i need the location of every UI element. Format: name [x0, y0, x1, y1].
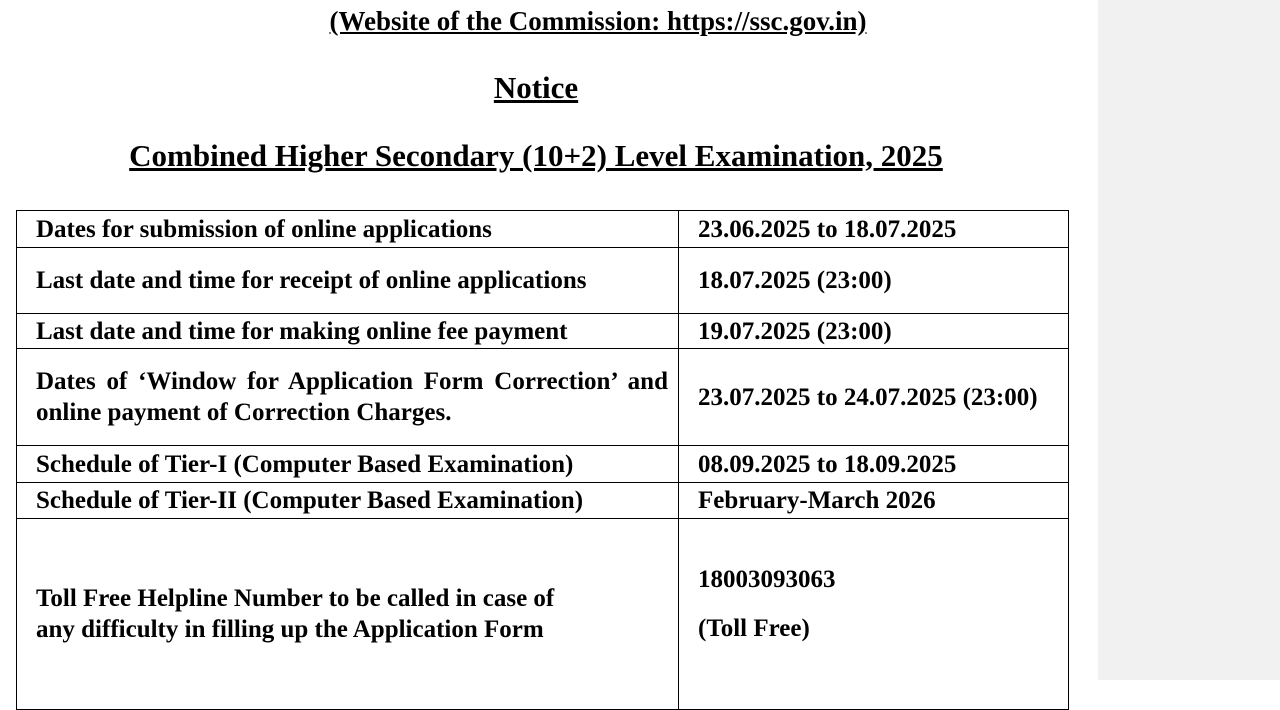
row-label: Schedule of Tier-II (Computer Based Examination)	[17, 483, 679, 519]
row-value: 23.07.2025 to 24.07.2025 (23:00)	[679, 349, 1069, 446]
helpline-label	[17, 519, 679, 710]
helpline-note: (Toll Free)	[698, 615, 810, 642]
notice-title: Notice	[493, 70, 579, 105]
row-label: Last date and time for making online fee payment	[17, 314, 679, 349]
row-value: 08.09.2025 to 18.09.2025	[679, 446, 1069, 483]
table-row	[17, 446, 1069, 483]
table-row	[17, 211, 1069, 248]
helpline-label-line2: any difficulty in filling up the Application Form	[36, 616, 544, 643]
row-value: 19.07.2025 (23:00)	[679, 314, 1069, 349]
row-value: February-March 2026	[679, 483, 1069, 519]
row-value: 18.07.2025 (23:00)	[679, 248, 1069, 314]
table-row	[17, 314, 1069, 349]
helpline-label-line1: Toll Free Helpline Number to be called in case of	[36, 585, 555, 612]
table-row	[17, 248, 1069, 314]
commission-website-line: (Website of the Commission: https://ssc.gov.in)	[329, 6, 867, 36]
table-row	[17, 483, 1069, 519]
row-label: Dates of ‘Window for Application Form Correction’ and online payment of Correction Charges.	[17, 349, 679, 446]
helpline-row	[17, 519, 1069, 710]
row-label: Schedule of Tier-I (Computer Based Examination)	[17, 446, 679, 483]
table-row	[17, 349, 1069, 446]
helpline-number: 18003093063	[698, 566, 836, 593]
viewer-side-panel	[1098, 0, 1280, 680]
row-label: Dates for submission of online applications	[17, 211, 679, 248]
row-label: Last date and time for receipt of online applications	[17, 248, 679, 314]
schedule-table	[16, 210, 1069, 710]
row-value: 23.06.2025 to 18.07.2025	[679, 211, 1069, 248]
exam-title: Combined Higher Secondary (10+2) Level Examination, 2025	[129, 138, 943, 173]
helpline-value	[679, 519, 1069, 710]
